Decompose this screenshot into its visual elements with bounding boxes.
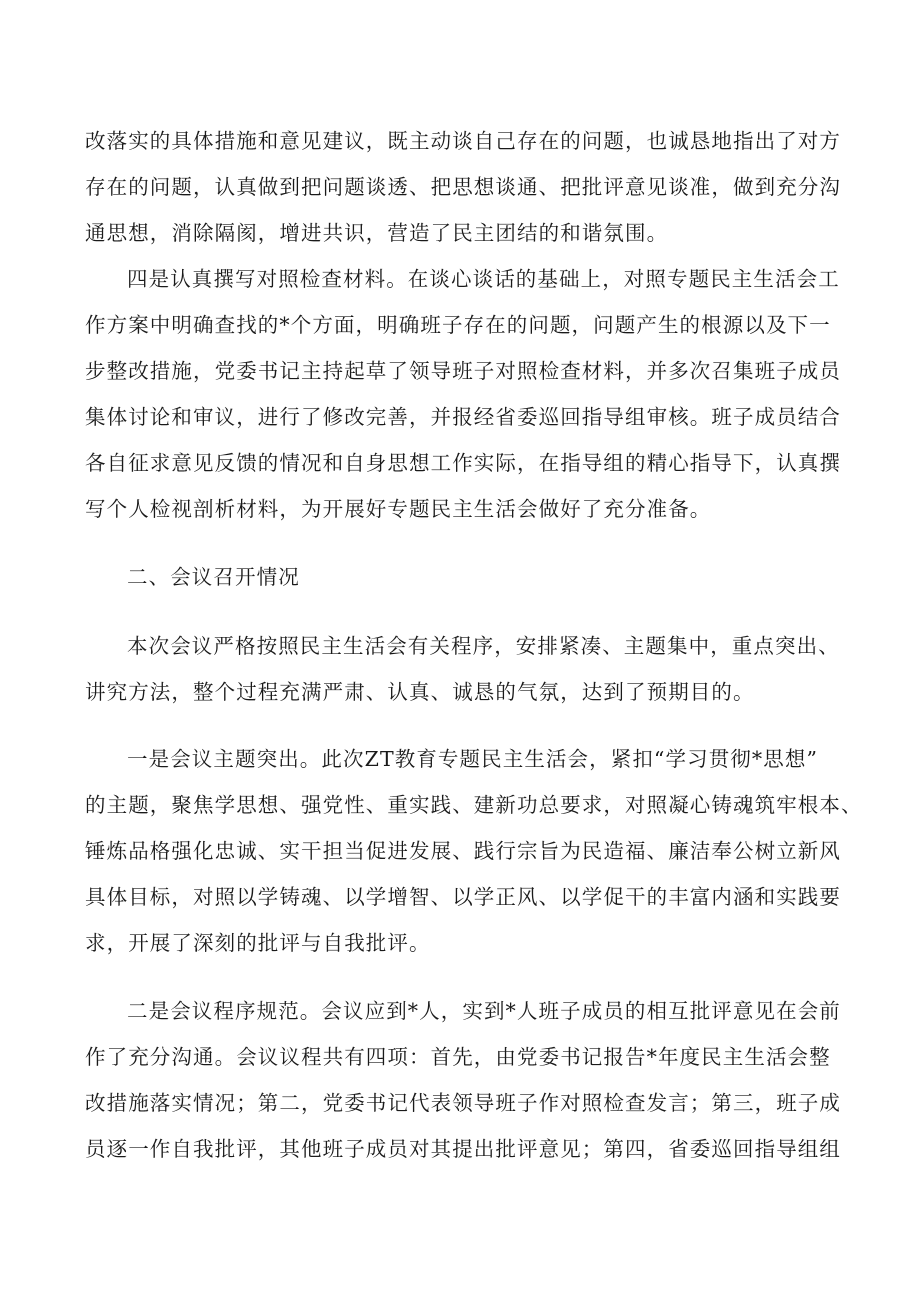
text-line: 存在的问题，认真做到把问题谈透、把思想谈通、把批评意见谈准，做到充分沟 (85, 175, 841, 199)
text-line: 通思想，消除隔阂，增进共识，营造了民主团结的和谐氛围。 (85, 221, 669, 245)
text-line: 二是会议程序规范。会议应到*人，实到*人班子成员的相互批评意见在会前 (127, 999, 841, 1023)
text-line: 员逐一作自我批评，其他班子成员对其提出批评意见；第四，省委巡回指导组组 (85, 1137, 841, 1161)
text-line: 四是认真撰写对照检查材料。在谈心谈话的基础上，对照专题民主生活会工 (127, 267, 840, 291)
text-line: 一是会议主题突出。此次ZT教育专题民主生活会，紧扣“学习贯彻*思想” (127, 747, 819, 771)
text-line: 改措施落实情况；第二，党委书记代表领导班子作对照检查发言；第三，班子成 (85, 1091, 841, 1115)
text-line: 具体目标，对照以学铸魂、以学增智、以学正风、以学促干的丰富内涵和实践要 (85, 885, 841, 909)
text-line: 作方案中明确查找的*个方面，明确班子存在的问题，问题产生的根源以及下一 (85, 313, 831, 337)
text-line: 讲究方法，整个过程充满严肃、认真、诚恳的气氛，达到了预期目的。 (85, 680, 755, 704)
text-line: 求，开展了深刻的批评与自我批评。 (85, 931, 431, 955)
text-line: 作了充分沟通。会议议程共有四项：首先，由党委书记报告*年度民主生活会整 (85, 1045, 831, 1069)
text-line: 集体讨论和审议，进行了修改完善，并报经省委巡回指导组审核。班子成员结合 (85, 405, 841, 429)
section-heading: 二、会议召开情况 (127, 565, 300, 589)
text-line: 的主题，聚焦学思想、强党性、重实践、建新功总要求，对照凝心铸魂筑牢根本、 (85, 793, 863, 817)
text-line: 改落实的具体措施和意见建议，既主动谈自己存在的问题，也诚恳地指出了对方 (85, 129, 841, 153)
text-line: 各自征求意见反馈的情况和自身思想工作实际，在指导组的精心指导下，认真撰 (85, 451, 841, 475)
text-line: 步整改措施，党委书记主持起草了领导班子对照检查材料，并多次召集班子成员 (85, 359, 841, 383)
text-line: 锤炼品格强化忠诚、实干担当促进发展、践行宗旨为民造福、廉洁奉公树立新风 (85, 839, 841, 863)
text-line: 写个人检视剖析材料，为开展好专题民主生活会做好了充分准备。 (85, 497, 712, 521)
text-line: 本次会议严格按照民主生活会有关程序，安排紧凑、主题集中，重点突出、 (127, 634, 840, 658)
